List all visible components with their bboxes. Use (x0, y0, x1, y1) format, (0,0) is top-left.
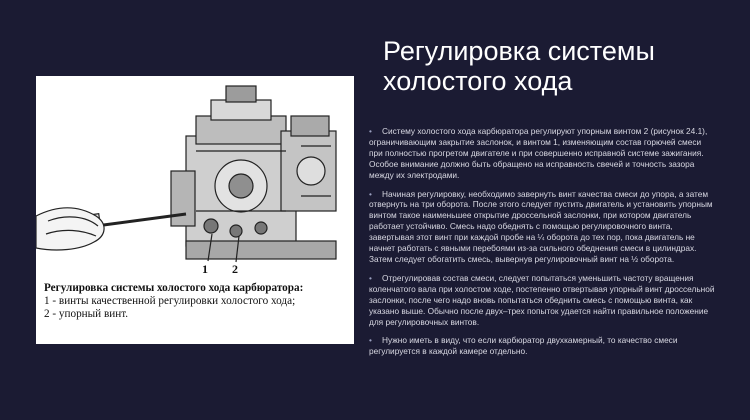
bullet-item (369, 335, 717, 357)
bullet-text: Нужно иметь в виду, что если карбюратор двухкамерный, то качество смеси регулируется в каждой камере отдельно. (369, 335, 678, 357)
bullet-text: Начиная регулировку, необходимо завернуть винт качества смеси до упора, а затем отвернуть на три оборота. После этого следует пустить двигатель и установить упорным винтом такое наименьшее открытие дроссельной заслонки, при котором двигатель работает устойчиво. Смесь надо обеднять с помощью регулировочного винта, завертывая этот винт при каждой пробе на ¼ оборота до тех пор, пока двигатель не начнет работать с явными перебоями из-за сильного обеднения смеси в цилиндрах. Затем следует обогатить смесь, вывернув регулировочный винт на ½ оборота. (369, 188, 713, 264)
bullet-dot: • (369, 335, 372, 346)
carburetor-figure (36, 76, 354, 344)
title-line-2: холостого хода (383, 66, 573, 96)
caption-title: Регулировка системы холостого хода карбюратора: (44, 282, 304, 294)
bullet-item (369, 273, 717, 328)
bullet-dot: • (369, 126, 372, 136)
bullet-item (369, 189, 717, 265)
bullet-dot: • (369, 272, 372, 283)
title-line-1: Регулировка системы (383, 36, 655, 66)
label-2: 2 (232, 262, 238, 276)
slide-title (383, 36, 723, 96)
bullet-dot: • (369, 188, 372, 199)
bullet-text: Отрегулировав состав смеси, следует попытаться уменьшить частоту вращения коленчатого вала при холостом ходе, постепенно отвертывая упорный винт дроссельной заслонки, после чего надо вновь попытаться обеднить смесь с помощью винта, как указано выше. Обычно после двух–трех попыток удается найти правильное положение для регулировочных винтов. (369, 272, 715, 327)
figure-caption (44, 282, 350, 322)
caption-line-1: 1 - винты качественной регулировки холостого хода; (44, 295, 296, 308)
caption-line-2: 2 - упорный винт. (44, 308, 129, 321)
bullet-text: Систему холостого хода карбюратора регулируют упорным винтом 2 (рисунок 24.1), ограничивающим закрытие заслонок, и винтом 1, изменяющим состав горючей смеси при полностью прогретом двигателе и при совершенно исправной системе зажигания. Особое внимание должно быть обращено на исправность свечей и точность зазора между их электродами. (369, 126, 708, 180)
bullet-list (369, 126, 717, 365)
label-1: 1 (202, 262, 208, 276)
carburetor-illustration (36, 76, 354, 281)
bullet-item (369, 126, 717, 181)
